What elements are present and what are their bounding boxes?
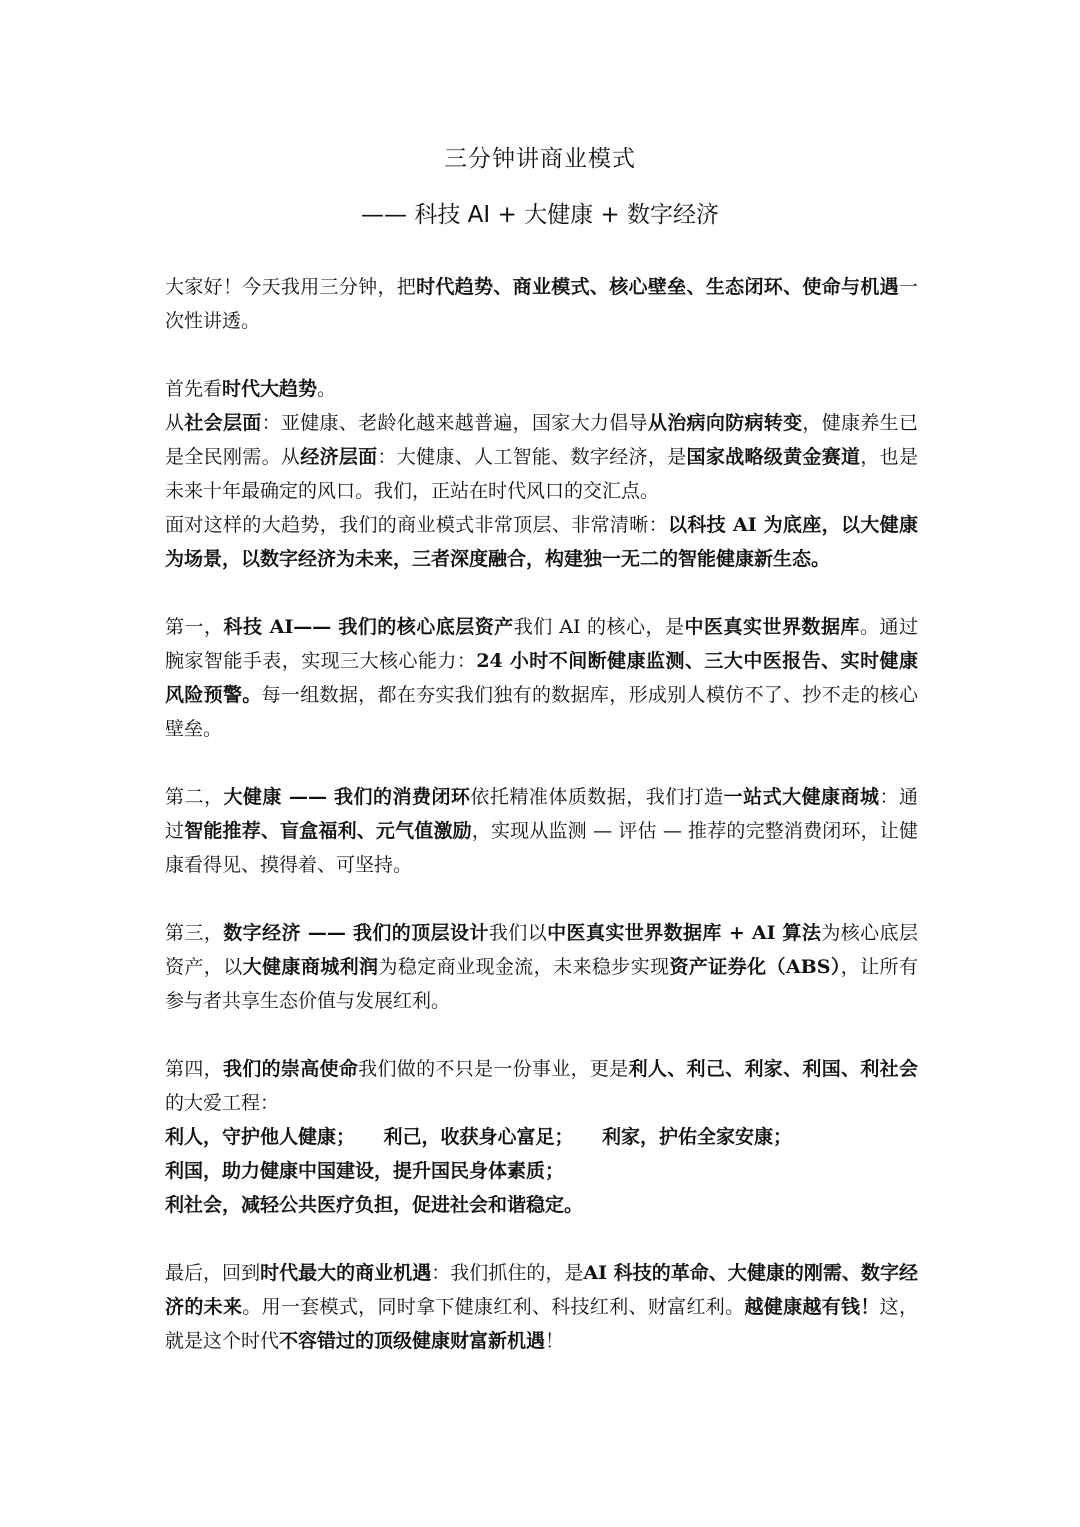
mission-line-1: 利人，守护他人健康； 利己，收获身心富足； 利家，护佑全家安康； [165, 1126, 793, 1148]
mission-line-2: 利国，助力健康中国建设，提升国民身体素质； [165, 1160, 565, 1182]
trends-social-economic-line: 从社会层面：亚健康、老龄化越来越普遍，国家大力倡导从治病向防病转变，健康养生已是全民刚需。从经济层面：大健康、人工智能、数字经济，是国家战略级黄金赛道，也是未来十年最确定的风口。我们，正站在时代风口的交汇点。 [165, 412, 918, 502]
mission-intro-line: 第四，我们的崇高使命我们做的不只是一份事业，更是利人、利己、利家、利国、利社会的大爱工程： [165, 1058, 918, 1114]
document-title: 三分钟讲商业模式 [444, 146, 636, 172]
paragraph-first-ai: 第一，科技 AI—— 我们的核心底层资产我们 AI 的核心，是中医真实世界数据库。通过腕家智能手表，实现三大核心能力：24 小时不间断健康监测、三大中医报告、实时健康风险预警。每一组数据，都在夯实我们独有的数据库，形成别人模仿不了、抄不走的核心壁垒。 [165, 616, 918, 740]
paragraph-trends [165, 372, 918, 576]
paragraph-fourth-mission [165, 1052, 918, 1222]
document-body [165, 270, 918, 1392]
mission-line-3: 利社会，减轻公共医疗负担，促进社会和谐稳定。 [165, 1194, 584, 1216]
document-subtitle: —— 科技 AI + 大健康 + 数字经济 [361, 202, 719, 228]
trends-heading-line: 首先看时代大趋势。 [165, 378, 337, 400]
paragraph-second-health: 第二，大健康 —— 我们的消费闭环依托精准体质数据，我们打造一站式大健康商城：通过智能推荐、盲盒福利、元气值激励，实现从监测 — 评估 — 推荐的完整消费闭环，让健康看得见、摸得着、可坚持。 [165, 786, 918, 876]
trends-model-line: 面对这样的大趋势，我们的商业模式非常顶层、非常清晰：以科技 AI 为底座，以大健康为场景，以数字经济为未来，三者深度融合，构建独一无二的智能健康新生态。 [165, 514, 918, 570]
paragraph-closing: 最后，回到时代最大的商业机遇：我们抓住的，是AI 科技的革命、大健康的刚需、数字经济的未来。用一套模式，同时拿下健康红利、科技红利、财富红利。越健康越有钱！这，就是这个时代不容错过的顶级健康财富新机遇！ [165, 1262, 918, 1352]
paragraph-third-digital: 第三，数字经济 —— 我们的顶层设计我们以中医真实世界数据库 + AI 算法为核心底层资产，以大健康商城利润为稳定商业现金流，未来稳步实现资产证券化（ABS），让所有参与者共享生态价值与发展红利。 [165, 922, 918, 1012]
paragraph-intro: 大家好！今天我用三分钟，把时代趋势、商业模式、核心壁垒、生态闭环、使命与机遇一次性讲透。 [165, 276, 918, 332]
